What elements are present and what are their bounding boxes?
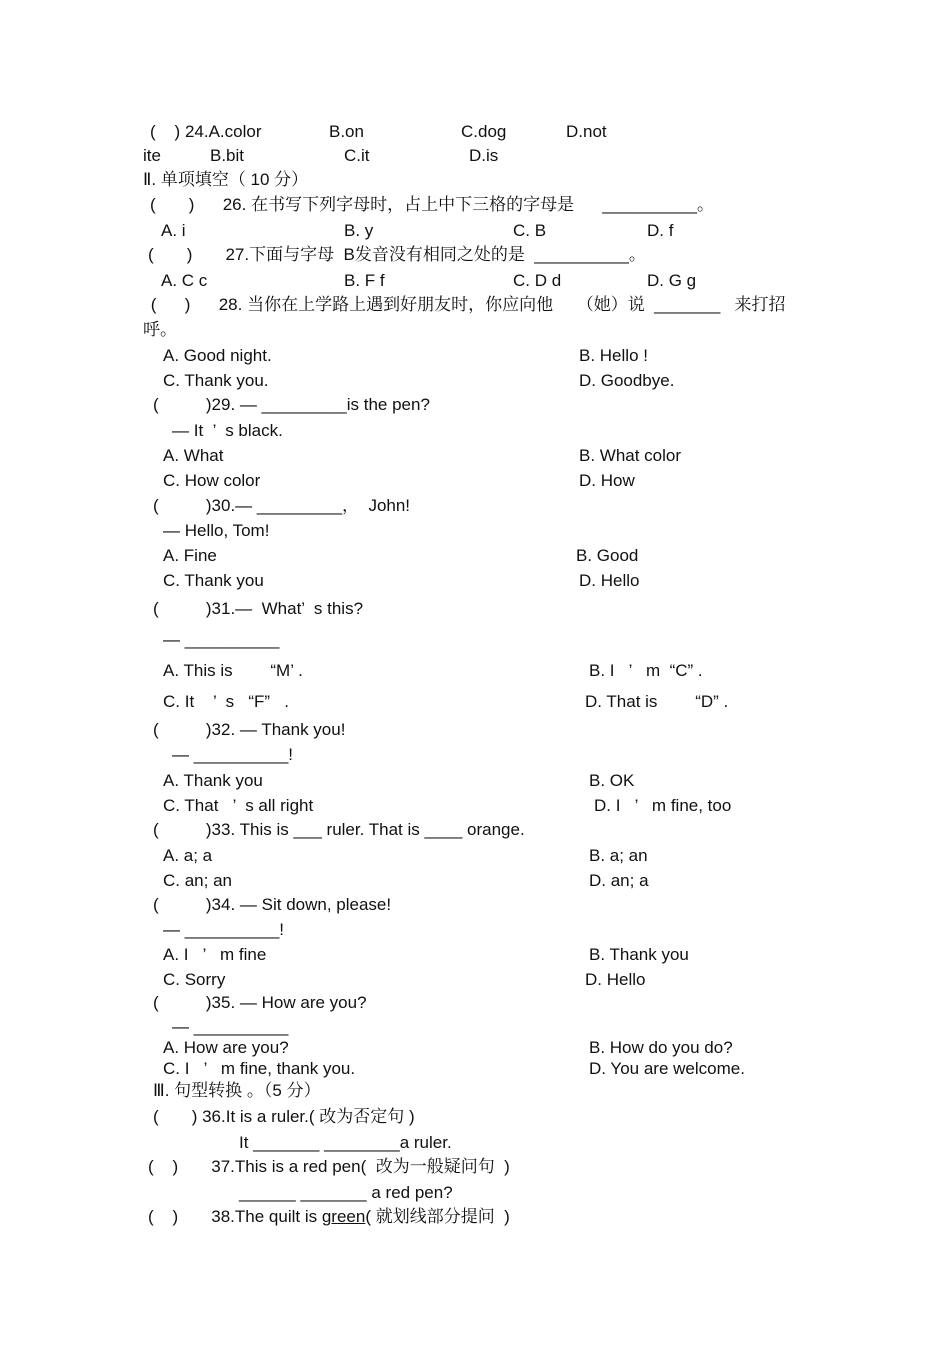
q25-option-b: B.bit [210, 146, 245, 165]
q35-stem: ( )35. — How are you? [153, 993, 367, 1012]
q32-stem: ( )32. — Thank you! [153, 720, 346, 739]
q38-suffix: ( 就划线部分提问 ) [365, 1207, 510, 1226]
q32-option-b: B. OK [589, 771, 635, 790]
q33-option-b: B. a; an [589, 846, 648, 865]
q29-option-d: D. How [579, 471, 635, 490]
q32-answer-line: — __________! [172, 745, 293, 764]
q29-option-a: A. What [163, 446, 224, 465]
q25-option-c: C.it [344, 146, 370, 165]
q27-option-a: A. C c [161, 271, 208, 290]
q31-option-a: A. This is “M’ . [163, 661, 303, 680]
q30-stem: ( )30.— _________， John! [153, 496, 411, 515]
q33-option-c: C. an; an [163, 871, 232, 890]
q28-stem-cont: 呼。 [143, 320, 177, 339]
q28-stem: ( ) 28. 当你在上学路上遇到好朋友时，你应向他 （她）说 _______ 来打招 [146, 295, 786, 314]
q36-answer-line: It _______ ________a ruler. [239, 1133, 452, 1152]
section-2-title: Ⅱ. 单项填空（ 10 分） [143, 170, 309, 189]
q30-option-d: D. Hello [579, 571, 640, 590]
q31-option-c: C. It ’ s “F” . [163, 692, 289, 711]
q26-stem: ( ) 26. 在书写下列字母时，占上中下三格的字母是 __________。 [150, 195, 714, 214]
q33-stem: ( )33. This is ___ ruler. That is ____ orange. [153, 820, 525, 839]
q32-option-d: D. I ’ m fine, too [594, 796, 732, 815]
q26-option-c: C. B [513, 221, 547, 240]
q26-option-a: A. i [161, 221, 186, 240]
q30-option-b: B. Good [576, 546, 639, 565]
q37-stem: ( ) 37.This is a red pen( 改为一般疑问句 ) [148, 1157, 510, 1176]
q34-option-a: A. I ’ m fine [163, 945, 267, 964]
q31-answer-line: — __________ [163, 630, 280, 649]
q24-option-d: D.not [566, 122, 607, 141]
q37-answer-line: ______ _______ a red pen? [239, 1183, 453, 1202]
q38-stem [148, 1207, 510, 1227]
q24-option-c: C.dog [461, 122, 507, 141]
q35-option-b: B. How do you do? [589, 1038, 733, 1057]
q35-option-c: C. I ’ m fine, thank you. [163, 1059, 356, 1078]
q33-option-d: D. an; a [589, 871, 649, 890]
q29-stem: ( )29. — _________is the pen? [153, 395, 430, 414]
q29-answer-line: — It ’ s black. [172, 421, 283, 440]
q25-option-d: D.is [469, 146, 499, 165]
q27-option-c: C. D d [513, 271, 562, 290]
q31-option-b: B. I ’ m “C” . [589, 661, 703, 680]
q32-option-a: A. Thank you [163, 771, 263, 790]
q34-option-b: B. Thank you [589, 945, 689, 964]
q28-option-b: B. Hello ! [579, 346, 648, 365]
q34-stem: ( )34. — Sit down, please! [153, 895, 392, 914]
q27-option-b: B. F f [344, 271, 385, 290]
q27-stem: ( ) 27.下面与字母 B发音没有相同之处的是 __________。 [148, 245, 646, 264]
q26-option-b: B. y [344, 221, 374, 240]
q28-option-a: A. Good night. [163, 346, 272, 365]
q32-option-c: C. That ’ s all right [163, 796, 314, 815]
q27-option-d: D. G g [647, 271, 697, 290]
q34-option-d: D. Hello [585, 970, 646, 989]
q31-option-d: D. That is “D” . [585, 692, 729, 711]
q26-option-d: D. f [647, 221, 674, 240]
q24-stem: ( ) 24.A.color [150, 122, 262, 141]
q30-option-a: A. Fine [163, 546, 217, 565]
q33-option-a: A. a; a [163, 846, 213, 865]
q36-stem: ( ) 36.It is a ruler.( 改为否定句 ) [153, 1107, 415, 1126]
q38-underlined-word: green [321, 1207, 366, 1226]
q30-answer-line: — Hello, Tom! [163, 521, 270, 540]
q35-answer-line: — __________ [172, 1017, 289, 1036]
q29-option-c: C. How color [163, 471, 261, 490]
q31-stem: ( )31.— What’ s this? [153, 599, 364, 618]
q35-option-a: A. How are you? [163, 1038, 289, 1057]
q38-prefix: ( ) 38.The quilt is [148, 1207, 322, 1226]
section-3-title: Ⅲ. 句型转换 。（5 分） [153, 1081, 321, 1100]
q24-option-b: B.on [329, 122, 364, 141]
q34-answer-line: — __________! [163, 920, 284, 939]
q35-option-d: D. You are welcome. [589, 1059, 745, 1078]
q28-option-d: D. Goodbye. [579, 371, 675, 390]
q25-option-a: ite [143, 146, 161, 165]
q28-option-c: C. Thank you. [163, 371, 269, 390]
q34-option-c: C. Sorry [163, 970, 226, 989]
q29-option-b: B. What color [579, 446, 682, 465]
q30-option-c: C. Thank you [163, 571, 264, 590]
